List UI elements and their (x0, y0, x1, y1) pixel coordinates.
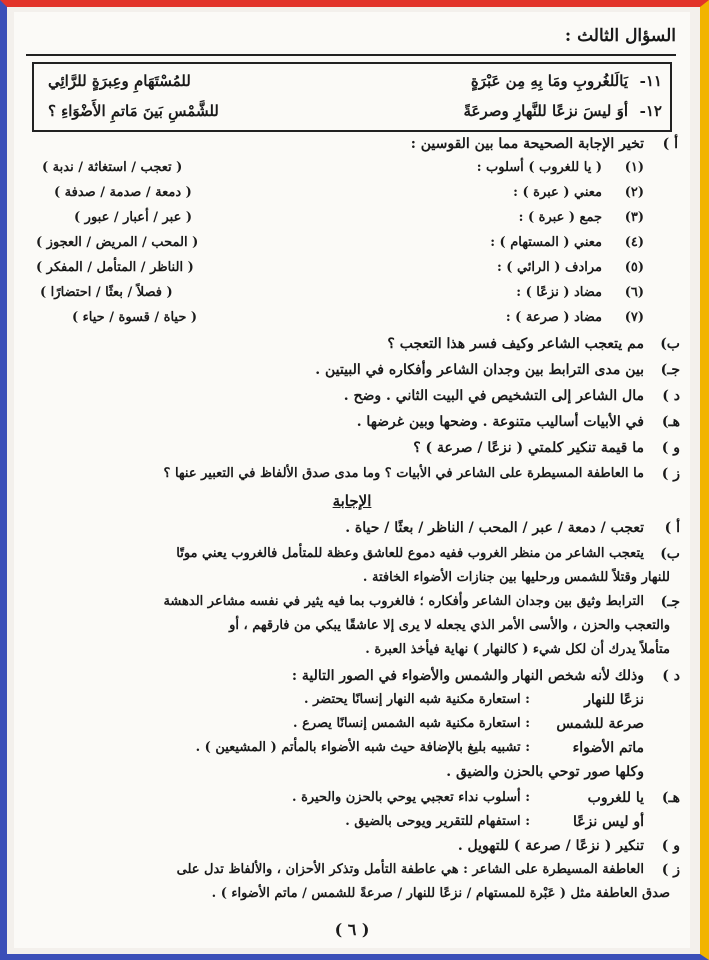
verse-number: ١١- (639, 72, 662, 90)
item-text: ( يا للغروب ) أسلوب : (476, 160, 602, 175)
answer-line: صدق العاطفة مثل ( عَبْرة للمستهام / نزعًا للنهار / صرعةً للشمس / ماتم الأضواء ) . (211, 886, 670, 901)
verse-second-hemistich: للمُسْتَهَامِ وعِبرَةٍ للرَّائِي (48, 72, 191, 90)
answer-line: متأملاً يدرك أن لكل شيء ( كالنهار ) نهاية فيأخذ العبرة . (365, 642, 670, 657)
item-text: جمع ( عبرة ) : (518, 210, 602, 225)
item-number: (٥) (624, 260, 644, 275)
answer-line: للنهار وقتلاً للشمس ورحليها بين جنازات الأضواء الخافتة . (362, 570, 670, 585)
style-description: : استفهام للتقرير ويوحى بالضيق . (345, 814, 530, 829)
answer-heading: الإجابة (332, 492, 372, 510)
figure-term: صرعة للشمس (556, 716, 644, 732)
style-term: يا للغروب (587, 790, 644, 806)
answer-line: والتعجب والحزن ، والأسى الأمر الذي يجعله لا يرى إلا عاشقًا يبكي من فارقهم ، أو (229, 618, 670, 633)
verse-first-hemistich: يَالَلغُروبِ ومَا بِهِ مِن عَبْرَةٍ (470, 72, 628, 90)
answer-line: الترابط وثيق بين وجدان الشاعر وأفكاره ؛ فالغروب بما فيه يثير في نفسه مشاعر الدهشة (163, 594, 644, 609)
answer-label: ز ) (661, 862, 680, 878)
style-description: : أسلوب نداء تعجبي يوحي بالحزن والحيرة . (292, 790, 530, 805)
question-label: ز ) (661, 466, 680, 482)
answer-text: تنكير ( نزعًا / صرعة ) للتهويل . (457, 838, 644, 854)
verse-number: ١٢- (639, 102, 662, 120)
question-title: تخير الإجابة الصحيحة مما بين القوسين : (410, 136, 644, 152)
item-options: ( تعجب / استغاثة / ندبة ) (42, 160, 183, 175)
verses-box (32, 62, 672, 132)
item-number: (٧) (624, 310, 644, 325)
item-options: ( عبر / أعبار / عبور ) (74, 210, 193, 225)
figure-description: : استعارة مكنية شبه النهار إنسانًا يحتضر . (304, 692, 530, 707)
item-text: مضاد ( نزعًا ) : (516, 285, 602, 300)
answer-label: أ ) (664, 520, 680, 536)
question-text: في الأبيات أساليب متنوعة . وضحها وبين غرضها . (356, 414, 644, 430)
answer-line: العاطفة المسيطرة على الشاعر : هي عاطفة التأمل وتذكر الأحزان ، والألفاظ تدل على (176, 862, 644, 877)
answer-label: د ) (662, 668, 680, 684)
item-number: (٤) (624, 235, 644, 250)
figure-term: نزعًا للنهار (584, 692, 644, 708)
question-label: د ) (662, 388, 680, 404)
item-number: (٦) (624, 285, 644, 300)
question-label: هـ) (661, 414, 680, 430)
question-text: ما العاطفة المسيطرة على الشاعر في الأبيات ؟ وما مدى صدق الألفاظ في التعبير عنها ؟ (163, 466, 644, 481)
verse-second-hemistich: للشَّمْسِ بَينَ مَاتمِ الأَضْوَاءِ ؟ (48, 102, 219, 120)
item-text: معني ( المستهام ) : (490, 235, 602, 250)
document-page (14, 12, 690, 948)
question-label: و ) (661, 440, 680, 456)
page-number: ( ٦ ) (334, 920, 370, 939)
answer-label: جـ) (660, 594, 680, 610)
question-label: جـ) (660, 362, 680, 378)
figure-term: ماتم الأضواء (572, 740, 644, 756)
item-options: ( فصلاً / بعثًا / احتضارًا ) (40, 285, 173, 300)
item-number: (٢) (624, 185, 644, 200)
answer-intro: وذلك لأنه شخص النهار والشمس والأضواء في الصور التالية : (291, 668, 644, 684)
item-options: ( المحب / المريض / العجوز ) (36, 235, 199, 250)
question-text: مم يتعجب الشاعر وكيف فسر هذا التعجب ؟ (387, 336, 644, 352)
item-options: ( حياة / قسوة / حياء ) (72, 310, 198, 325)
figure-description: : استعارة مكنية شبه الشمس إنسانًا يصرع . (293, 716, 530, 731)
item-options: ( الناظر / المتأمل / المفكر ) (36, 260, 194, 275)
item-number: (١) (624, 160, 644, 175)
item-text: مضاد ( صرعة ) : (505, 310, 602, 325)
question-label: ب) (660, 336, 680, 352)
item-text: معني ( عبرة ) : (513, 185, 602, 200)
item-options: ( دمعة / صدمة / صدفة ) (54, 185, 192, 200)
question-label: أ ) (662, 136, 678, 152)
verse-first-hemistich: أوَ ليسَ نزعًا للنَّهارِ وصرعَةً (463, 102, 628, 120)
item-number: (٣) (624, 210, 644, 225)
answer-text: تعجب / دمعة / عبر / المحب / الناظر / بعثًا / حياة . (345, 520, 644, 536)
question-text: ما قيمة تنكير كلمتي ( نزعًا / صرعة ) ؟ (413, 440, 644, 456)
question-text: مال الشاعر إلى التشخيص في البيت الثاني . وضح . (343, 388, 644, 404)
answer-label: و ) (661, 838, 680, 854)
answer-label: ب) (660, 546, 680, 562)
question-text: بين مدى الترابط بين وجدان الشاعر وأفكاره في البيتين . (315, 362, 644, 378)
title-divider (26, 54, 676, 56)
figure-description: : تشبيه بليغ بالإضافة حيث شبه الأضواء بالمأتم ( المشيعين ) . (195, 740, 530, 755)
answer-outro: وكلها صور توحي بالحزن والضيق . (446, 764, 644, 780)
answer-line: يتعجب الشاعر من منظر الغروب ففيه دموع للعاشق وعظة للمتأمل فالغروب يعني موتًا (176, 546, 644, 561)
style-term: أو ليس نزعًا (573, 814, 644, 830)
answer-label: هـ) (661, 790, 680, 806)
item-text: مرادف ( الرائي ) : (496, 260, 602, 275)
section-title: السؤال الثالث : (564, 26, 676, 46)
